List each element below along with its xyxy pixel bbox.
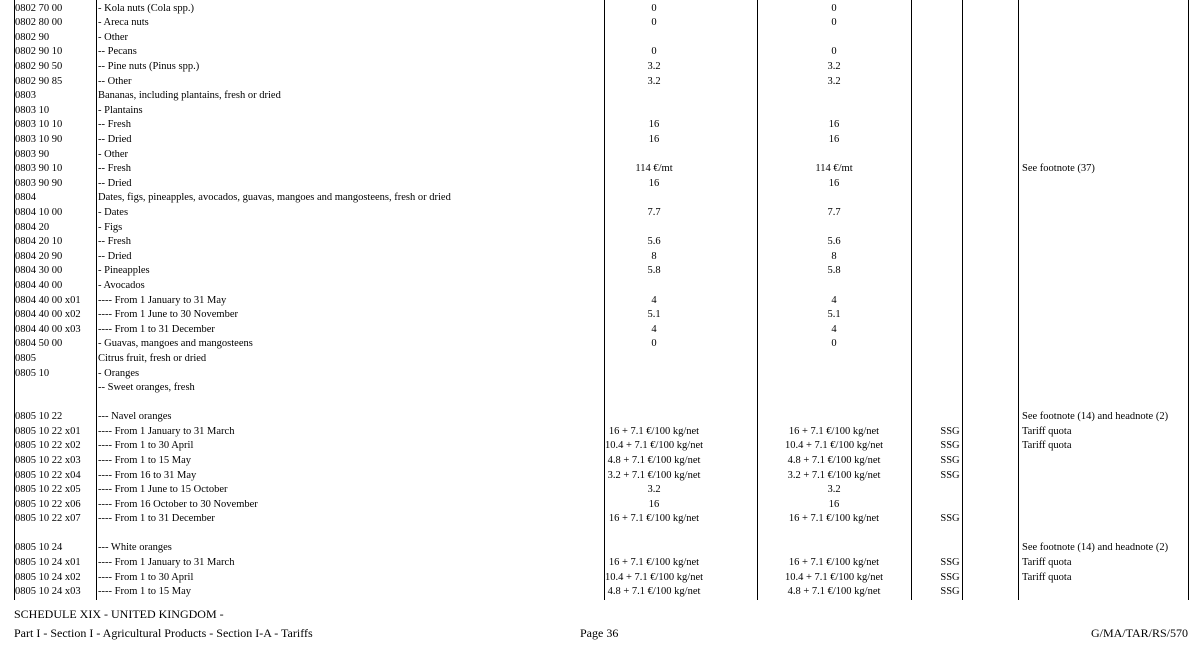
bound-rate-cell: 0 <box>831 338 837 350</box>
bound-rate-cell: 10.4 + 7.1 €/100 kg/net <box>784 440 884 452</box>
tariff-code-cell: 0803 90 <box>15 148 50 160</box>
ssg-cell <box>928 89 972 104</box>
tariff-code-cell: 0805 10 22 x05 <box>15 484 81 496</box>
description-cell: - Oranges <box>98 367 140 379</box>
notes-cell <box>1022 308 1188 323</box>
table-row <box>14 206 1188 221</box>
description-cell: ---- From 1 June to 15 October <box>98 484 228 496</box>
ssg-cell <box>928 75 972 90</box>
table-row <box>14 454 1188 469</box>
table-row <box>14 118 1188 133</box>
tariff-code-cell: 0803 10 90 <box>15 133 63 145</box>
bound-rate-cell: 0 <box>831 17 837 29</box>
ssg-cell <box>928 294 972 309</box>
tariff-code-cell: 0805 <box>15 352 36 364</box>
base-rate-cell <box>561 191 747 206</box>
tariff-code-cell: 0802 90 10 <box>15 46 63 58</box>
bound-rate-cell: 0 <box>831 46 837 58</box>
ssg-cell <box>928 133 972 148</box>
description-cell: ---- From 1 to 30 April <box>98 571 194 583</box>
ssg-cell <box>928 250 972 265</box>
bound-rate-cell: 4.8 + 7.1 €/100 kg/net <box>787 586 881 598</box>
base-rate-cell: 10.4 + 7.1 €/100 kg/net <box>604 571 704 583</box>
notes-cell <box>1022 206 1188 221</box>
description-cell: -- Fresh <box>98 236 131 248</box>
notes-cell <box>1022 89 1188 104</box>
table-right-border <box>1188 0 1189 600</box>
base-rate-cell: 0 <box>651 2 657 14</box>
bound-rate-cell: 16 <box>828 177 840 189</box>
description-cell: - Avocados <box>98 279 145 291</box>
tariff-code-cell: 0803 <box>15 90 36 102</box>
base-rate-cell <box>561 381 747 396</box>
description-cell: ---- From 1 to 30 April <box>98 440 194 452</box>
ssg-cell <box>928 45 972 60</box>
table-row <box>14 425 1188 440</box>
ssg-cell <box>928 16 972 31</box>
tariff-code-cell: 0803 90 90 <box>15 177 63 189</box>
bound-rate-cell <box>741 541 927 556</box>
description-cell: - Other <box>98 31 129 43</box>
ssg-cell: SSG <box>940 556 960 568</box>
bound-rate-cell <box>741 148 927 163</box>
bound-rate-cell: 3.2 <box>827 75 841 87</box>
ssg-cell <box>928 162 972 177</box>
ssg-cell <box>928 410 972 425</box>
table-row <box>14 162 1188 177</box>
base-rate-cell: 4.8 + 7.1 €/100 kg/net <box>607 586 701 598</box>
notes-cell <box>1022 133 1188 148</box>
base-rate-cell: 3.2 <box>647 60 661 72</box>
base-rate-cell: 3.2 <box>647 484 661 496</box>
ssg-cell <box>928 191 972 206</box>
ssg-cell <box>928 498 972 513</box>
ssg-cell <box>928 235 972 250</box>
notes-cell: Tariff quota <box>1022 571 1072 583</box>
ssg-cell <box>928 104 972 119</box>
base-rate-cell: 4 <box>651 323 657 335</box>
tariff-code-cell: 0804 <box>15 192 36 204</box>
tariff-code-cell: 0803 10 10 <box>15 119 63 131</box>
ssg-cell <box>928 337 972 352</box>
base-rate-cell: 0 <box>651 17 657 29</box>
notes-cell <box>1022 367 1188 382</box>
tariff-code-cell: 0805 10 22 x04 <box>15 469 81 481</box>
table-row <box>14 31 1188 46</box>
tariff-code-cell <box>15 381 95 396</box>
table-row <box>14 221 1188 236</box>
tariff-code-cell: 0803 10 <box>15 104 50 116</box>
notes-cell <box>1022 104 1188 119</box>
base-rate-cell: 16 <box>648 177 660 189</box>
tariff-code-cell: 0805 10 24 x01 <box>15 556 81 568</box>
ssg-cell <box>928 148 972 163</box>
tariff-code-cell: 0802 70 00 <box>15 2 63 14</box>
tariff-code-cell: 0804 30 00 <box>15 265 63 277</box>
base-rate-cell <box>561 367 747 382</box>
ssg-cell: SSG <box>940 571 960 583</box>
description-cell: ---- From 1 January to 31 May <box>98 294 227 306</box>
description-cell: ---- From 1 January to 31 March <box>98 556 235 568</box>
tariff-code-cell: 0804 40 00 <box>15 279 63 291</box>
description-cell: -- Fresh <box>98 119 131 131</box>
tariff-code-cell: 0805 10 22 x07 <box>15 513 81 525</box>
tariff-code-cell: 0805 10 24 x02 <box>15 571 81 583</box>
tariff-code-cell: 0804 10 00 <box>15 206 63 218</box>
description-cell: -- Dried <box>98 250 132 262</box>
bound-rate-cell: 114 €/mt <box>815 163 853 175</box>
ssg-cell: SSG <box>940 440 960 452</box>
notes-cell: Tariff quota <box>1022 556 1072 568</box>
table-row <box>14 483 1188 498</box>
table-row <box>14 148 1188 163</box>
bound-rate-cell: 3.2 <box>827 484 841 496</box>
tariff-code-cell: 0804 20 90 <box>15 250 63 262</box>
ssg-cell <box>928 118 972 133</box>
notes-cell: See footnote (14) and headnote (2) <box>1022 542 1169 554</box>
bound-rate-cell <box>741 279 927 294</box>
notes-cell <box>1022 454 1188 469</box>
notes-cell <box>1022 235 1188 250</box>
description-cell: ---- From 1 to 15 May <box>98 454 192 466</box>
base-rate-cell <box>561 541 747 556</box>
base-rate-cell: 3.2 <box>647 75 661 87</box>
notes-cell: See footnote (14) and headnote (2) <box>1022 411 1169 423</box>
notes-cell <box>1022 585 1188 600</box>
description-cell: -- Fresh <box>98 163 131 175</box>
base-rate-cell <box>561 31 747 46</box>
notes-cell <box>1022 16 1188 31</box>
bound-rate-cell: 5.8 <box>827 265 841 277</box>
notes-cell <box>1022 221 1188 236</box>
table-row <box>14 337 1188 352</box>
description-cell: ---- From 1 to 15 May <box>98 586 192 598</box>
base-rate-cell: 16 <box>648 498 660 510</box>
table-row <box>14 133 1188 148</box>
tariff-code-cell: 0805 10 22 x06 <box>15 498 81 510</box>
ssg-cell <box>928 352 972 367</box>
bound-rate-cell <box>741 381 927 396</box>
base-rate-cell: 3.2 + 7.1 €/100 kg/net <box>607 469 701 481</box>
base-rate-cell: 16 + 7.1 €/100 kg/net <box>608 556 700 568</box>
bound-rate-cell: 8 <box>831 250 837 262</box>
notes-cell <box>1022 512 1188 527</box>
bound-rate-cell <box>741 221 927 236</box>
document-reference: G/MA/TAR/RS/570 <box>1090 626 1188 640</box>
base-rate-cell: 16 <box>648 133 660 145</box>
description-cell: - Other <box>98 148 129 160</box>
base-rate-cell: 7.7 <box>647 206 661 218</box>
tariff-code-cell: 0805 10 22 x02 <box>15 440 81 452</box>
ssg-cell <box>928 221 972 236</box>
bound-rate-cell <box>741 89 927 104</box>
notes-cell <box>1022 177 1188 192</box>
notes-cell <box>1022 498 1188 513</box>
tariff-code-cell: 0805 10 22 <box>15 411 63 423</box>
tariff-code-cell: 0804 40 00 x02 <box>15 309 81 321</box>
tariff-code-cell: 0805 10 22 x01 <box>15 425 81 437</box>
tariff-code-cell: 0804 40 00 x03 <box>15 323 81 335</box>
description-cell: ---- From 1 January to 31 March <box>98 425 235 437</box>
table-row <box>14 16 1188 31</box>
description-cell: -- Other <box>98 75 132 87</box>
bound-rate-cell: 16 <box>828 133 840 145</box>
tariff-code-cell: 0802 90 50 <box>15 60 63 72</box>
table-row <box>14 396 1188 425</box>
bound-rate-cell: 16 <box>828 498 840 510</box>
description-cell: ---- From 1 to 31 December <box>98 513 215 525</box>
notes-cell <box>1022 483 1188 498</box>
description-cell: Bananas, including plantains, fresh or dried <box>98 90 281 102</box>
table-row <box>14 294 1188 309</box>
bound-rate-cell: 4 <box>831 323 837 335</box>
tariff-code-cell: 0802 90 85 <box>15 75 63 87</box>
bound-rate-cell <box>741 104 927 119</box>
table-row <box>14 527 1188 556</box>
table-row <box>14 323 1188 338</box>
tariff-code-cell: 0805 10 24 <box>15 542 63 554</box>
base-rate-cell: 5.1 <box>647 309 661 321</box>
table-row <box>14 2 1188 17</box>
bound-rate-cell: 7.7 <box>827 206 841 218</box>
base-rate-cell: 0 <box>651 338 657 350</box>
ssg-cell <box>928 367 972 382</box>
base-rate-cell: 114 €/mt <box>635 163 673 175</box>
notes-cell: Tariff quota <box>1022 440 1072 452</box>
table-row <box>14 512 1188 527</box>
base-rate-cell <box>561 148 747 163</box>
tariff-code-cell: 0803 90 10 <box>15 163 63 175</box>
description-cell: -- Sweet oranges, fresh <box>98 382 195 394</box>
description-cell: - Plantains <box>98 104 143 116</box>
tariff-code-cell: 0805 10 22 x03 <box>15 454 81 466</box>
base-rate-cell <box>561 352 747 367</box>
tariff-code-cell: 0805 10 <box>15 367 50 379</box>
base-rate-cell: 0 <box>651 46 657 58</box>
ssg-cell <box>928 541 972 556</box>
table-row <box>14 235 1188 250</box>
notes-cell <box>1022 381 1188 396</box>
description-cell: -- Pecans <box>98 46 137 58</box>
ssg-cell <box>928 60 972 75</box>
table-row <box>14 191 1188 206</box>
tariff-code-cell: 0805 10 24 x03 <box>15 586 81 598</box>
base-rate-cell: 4 <box>651 294 657 306</box>
table-row <box>14 439 1188 454</box>
schedule-title: SCHEDULE XIX - UNITED KINGDOM - <box>14 607 224 621</box>
notes-cell <box>1022 60 1188 75</box>
description-cell: --- White oranges <box>98 542 172 554</box>
ssg-cell: SSG <box>940 454 960 466</box>
description-cell: - Figs <box>98 221 123 233</box>
notes-cell: Tariff quota <box>1022 425 1072 437</box>
bound-rate-cell <box>741 191 927 206</box>
description-cell: Dates, figs, pineapples, avocados, guavas, mangoes and mangosteens, fresh or dried <box>98 192 451 204</box>
bound-rate-cell <box>741 410 927 425</box>
ssg-cell: SSG <box>940 586 960 598</box>
description-cell: ---- From 16 to 31 May <box>98 469 197 481</box>
table-row <box>14 177 1188 192</box>
description-cell: - Areca nuts <box>98 17 149 29</box>
base-rate-cell <box>561 221 747 236</box>
bound-rate-cell: 4 <box>831 294 837 306</box>
ssg-cell <box>928 31 972 46</box>
base-rate-cell: 5.8 <box>647 265 661 277</box>
bound-rate-cell: 5.1 <box>827 309 841 321</box>
tariff-code-cell: 0804 50 00 <box>15 338 63 350</box>
description-cell: ---- From 16 October to 30 November <box>98 498 258 510</box>
table-row <box>14 60 1188 75</box>
description-cell: ---- From 1 to 31 December <box>98 323 215 335</box>
base-rate-cell: 16 + 7.1 €/100 kg/net <box>608 513 700 525</box>
base-rate-cell: 10.4 + 7.1 €/100 kg/net <box>604 440 704 452</box>
ssg-cell <box>928 483 972 498</box>
ssg-cell: SSG <box>940 425 960 437</box>
bound-rate-cell: 5.6 <box>827 236 841 248</box>
notes-cell <box>1022 2 1188 17</box>
table-row <box>14 556 1188 571</box>
base-rate-cell: 8 <box>651 250 657 262</box>
table-row <box>14 367 1188 382</box>
table-row <box>14 250 1188 265</box>
tariff-code-cell: 0804 20 10 <box>15 236 63 248</box>
notes-cell <box>1022 352 1188 367</box>
base-rate-cell: 4.8 + 7.1 €/100 kg/net <box>607 454 701 466</box>
notes-cell <box>1022 279 1188 294</box>
ssg-cell <box>928 2 972 17</box>
tariff-code-cell: 0804 20 <box>15 221 50 233</box>
description-cell: - Pineapples <box>98 265 150 277</box>
description-cell: --- Navel oranges <box>98 411 172 423</box>
bound-rate-cell: 16 + 7.1 €/100 kg/net <box>788 556 880 568</box>
bound-rate-cell: 16 <box>828 119 840 131</box>
description-cell: - Kola nuts (Cola spp.) <box>98 2 194 14</box>
base-rate-cell: 5.6 <box>647 236 661 248</box>
base-rate-cell: 16 + 7.1 €/100 kg/net <box>608 425 700 437</box>
table-row <box>14 381 1188 396</box>
description-cell: -- Pine nuts (Pinus spp.) <box>98 60 200 72</box>
notes-cell <box>1022 323 1188 338</box>
ssg-cell <box>928 308 972 323</box>
bound-rate-cell <box>741 352 927 367</box>
table-row <box>14 498 1188 513</box>
tariff-code-cell: 0804 40 00 x01 <box>15 294 81 306</box>
footer-schedule-line <box>14 606 1188 622</box>
tariff-code-cell: 0802 80 00 <box>15 17 63 29</box>
ssg-cell: SSG <box>940 469 960 481</box>
table-row <box>14 352 1188 367</box>
table-row <box>14 45 1188 60</box>
table-row <box>14 75 1188 90</box>
bound-rate-cell: 16 + 7.1 €/100 kg/net <box>788 425 880 437</box>
tariff-code-cell: 0802 90 <box>15 31 50 43</box>
notes-cell <box>1022 264 1188 279</box>
base-rate-cell <box>561 104 747 119</box>
table-row <box>14 279 1188 294</box>
ssg-cell <box>928 264 972 279</box>
table-row <box>14 308 1188 323</box>
ssg-cell <box>928 177 972 192</box>
bound-rate-cell: 16 + 7.1 €/100 kg/net <box>788 513 880 525</box>
base-rate-cell <box>561 410 747 425</box>
description-cell: - Guavas, mangoes and mangosteens <box>98 338 253 350</box>
bound-rate-cell <box>741 367 927 382</box>
bound-rate-cell <box>741 31 927 46</box>
bound-rate-cell: 10.4 + 7.1 €/100 kg/net <box>784 571 884 583</box>
notes-cell <box>1022 469 1188 484</box>
table-row <box>14 89 1188 104</box>
ssg-cell <box>928 381 972 396</box>
notes-cell <box>1022 250 1188 265</box>
description-cell: Citrus fruit, fresh or dried <box>98 352 207 364</box>
bound-rate-cell: 3.2 <box>827 60 841 72</box>
base-rate-cell <box>561 279 747 294</box>
tariff-table <box>14 0 1188 600</box>
description-cell: - Dates <box>98 206 129 218</box>
ssg-cell <box>928 279 972 294</box>
table-row <box>14 469 1188 484</box>
bound-rate-cell: 4.8 + 7.1 €/100 kg/net <box>787 454 881 466</box>
description-cell: -- Dried <box>98 177 132 189</box>
table-row <box>14 104 1188 119</box>
table-row <box>14 571 1188 586</box>
notes-cell <box>1022 45 1188 60</box>
notes-cell <box>1022 75 1188 90</box>
notes-cell <box>1022 191 1188 206</box>
ssg-cell <box>928 206 972 221</box>
notes-cell <box>1022 31 1188 46</box>
base-rate-cell: 16 <box>648 119 660 131</box>
notes-cell <box>1022 118 1188 133</box>
notes-cell: See footnote (37) <box>1022 163 1095 175</box>
ssg-cell: SSG <box>940 513 960 525</box>
bound-rate-cell: 0 <box>831 2 837 14</box>
description-cell: ---- From 1 June to 30 November <box>98 309 238 321</box>
page-number: Page 36 <box>580 626 619 640</box>
table-row <box>14 264 1188 279</box>
section-title: Part I - Section I - Agricultural Products - Section I-A - Tariffs <box>14 626 313 640</box>
ssg-cell <box>928 323 972 338</box>
bound-rate-cell: 3.2 + 7.1 €/100 kg/net <box>787 469 881 481</box>
notes-cell <box>1022 148 1188 163</box>
notes-cell <box>1022 294 1188 309</box>
base-rate-cell <box>561 89 747 104</box>
notes-cell <box>1022 337 1188 352</box>
description-cell: -- Dried <box>98 133 132 145</box>
table-row <box>14 585 1188 600</box>
